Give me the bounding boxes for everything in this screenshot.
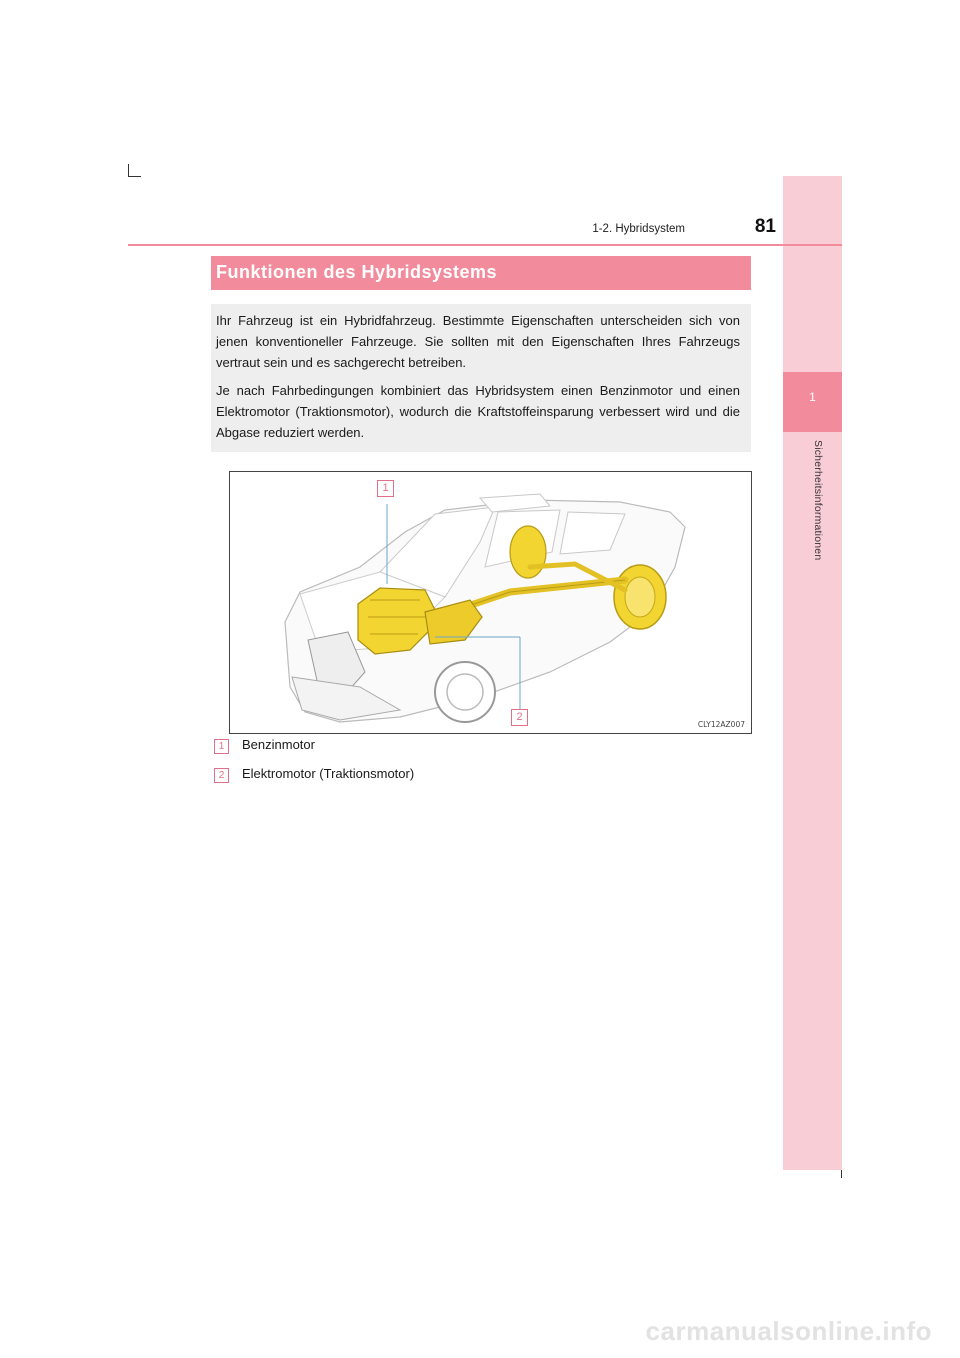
chapter-number: 1 — [809, 390, 816, 404]
figure-callout-1: 1 — [377, 480, 394, 497]
intro-paragraph-1: Ihr Fahrzeug ist ein Hybridfahrzeug. Bestimmte Eigenschaften unterscheiden sich von jenen konventioneller Fahrzeuge. Sie sollten mit den Eigenschaften Ihres Fahrzeugs vertraut sein und es sachgerecht betreiben. — [216, 313, 740, 370]
section-title: Funktionen des Hybridsystems — [216, 262, 498, 282]
chapter-sidebar — [783, 176, 842, 1170]
header-section: 1-2. Hybridsystem — [592, 223, 685, 235]
chapter-title: Sicherheitsinformationen — [812, 440, 824, 561]
watermark-strip — [0, 1306, 960, 1358]
legend-number: 1 — [214, 739, 229, 754]
legend-label: Benzinmotor — [242, 737, 315, 752]
figure-code: CLY12AZ007 — [697, 720, 745, 729]
page-number: 81 — [754, 216, 776, 237]
car-cutaway-drawing — [230, 472, 751, 733]
front-wheel — [435, 662, 495, 722]
hybrid-system-illustration — [229, 471, 752, 734]
figure-callout-2: 2 — [511, 709, 528, 726]
legend-number: 2 — [214, 768, 229, 783]
intro-paragraph-2: Je nach Fahrbedingungen kombiniert das Hybridsystem einen Benzinmotor und einen Elektromotor (Traktionsmotor), wodurch die Kraftstoffeinsparung verbessert wird und die Abgase reduziert werden. — [216, 383, 740, 440]
crop-mark — [128, 176, 141, 177]
header-rule — [128, 244, 842, 246]
watermark-text: carmanualsonline.info — [645, 1316, 932, 1346]
legend-label: Elektromotor (Traktionsmotor) — [242, 766, 415, 781]
battery-pack — [510, 526, 546, 578]
crop-mark — [128, 164, 129, 177]
